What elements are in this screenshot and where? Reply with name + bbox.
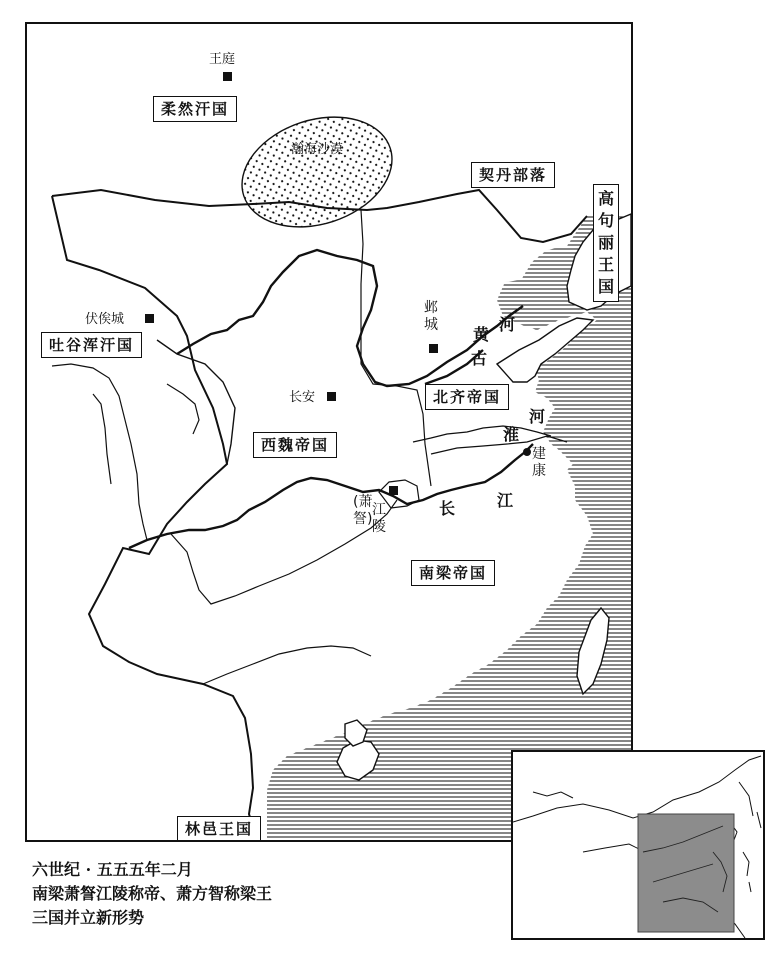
map-frame — [25, 22, 633, 842]
jiankang-label: 建康 — [532, 446, 546, 479]
hanhai-desert — [228, 99, 407, 245]
inset-locator-map — [511, 750, 765, 940]
changjiang-label-2: 江 — [497, 491, 514, 510]
wangting-label: 王庭 — [209, 52, 236, 67]
linyi-label: 林邑王国 — [177, 816, 261, 842]
changjiang-label-1: 长 — [439, 499, 456, 518]
goguryeo-label: 高句丽王国 — [593, 184, 619, 302]
huaihe-label-2: 河 — [529, 407, 546, 426]
changan-marker — [327, 392, 336, 401]
huaihe-label-1: 淮 — [503, 425, 520, 444]
hanhai-label: 瀚海沙漠 — [291, 142, 344, 157]
pearl-river — [203, 646, 371, 684]
west-river-1 — [52, 364, 147, 540]
jiangling-marker — [389, 486, 398, 495]
sea-area — [267, 214, 631, 840]
jiankang-marker — [523, 448, 531, 456]
changan-label: 长安 — [289, 390, 316, 405]
leizhou-land — [345, 720, 367, 746]
xiwei-label: 西魏帝国 — [253, 432, 337, 458]
nanliang-label: 南梁帝国 — [411, 560, 495, 586]
rouran-label: 柔然汗国 — [153, 96, 237, 122]
huanghe-label-2: 河 — [499, 315, 516, 334]
jiangling-label: 江陵 — [372, 502, 386, 535]
inset-svg — [513, 752, 763, 938]
inset-coastline — [513, 756, 761, 822]
xiaocha-label: (萧詧) — [353, 494, 373, 527]
wangting-marker — [223, 72, 232, 81]
inset-islands — [743, 812, 761, 892]
western-border — [52, 196, 257, 840]
yangtze-river — [129, 444, 533, 548]
huanghe-label-1: 黄 — [473, 325, 490, 344]
west-river-3 — [167, 384, 199, 434]
caption-line-1: 六世纪 · 五五五年二月 — [32, 860, 193, 879]
xiwei-beiqi-border — [361, 210, 431, 486]
yecheng-marker — [429, 344, 438, 353]
qidan-label: 契丹部落 — [471, 162, 555, 188]
gu-label: 古 — [471, 349, 488, 368]
beiqi-label: 北齐帝国 — [425, 384, 509, 410]
caption-line-3: 三国并立新形势 — [32, 908, 145, 927]
inset-highlight — [638, 814, 734, 932]
fusicheng-marker — [145, 314, 154, 323]
caption-line-2: 南梁萧詧江陵称帝、萧方智称梁王 — [32, 884, 273, 903]
yecheng-label: 邺城 — [424, 300, 438, 333]
fusicheng-label: 伏俟城 — [85, 312, 125, 327]
west-river-2 — [93, 394, 111, 484]
tuyuhun-label: 吐谷浑汗国 — [41, 332, 142, 358]
huai-river — [413, 426, 551, 442]
